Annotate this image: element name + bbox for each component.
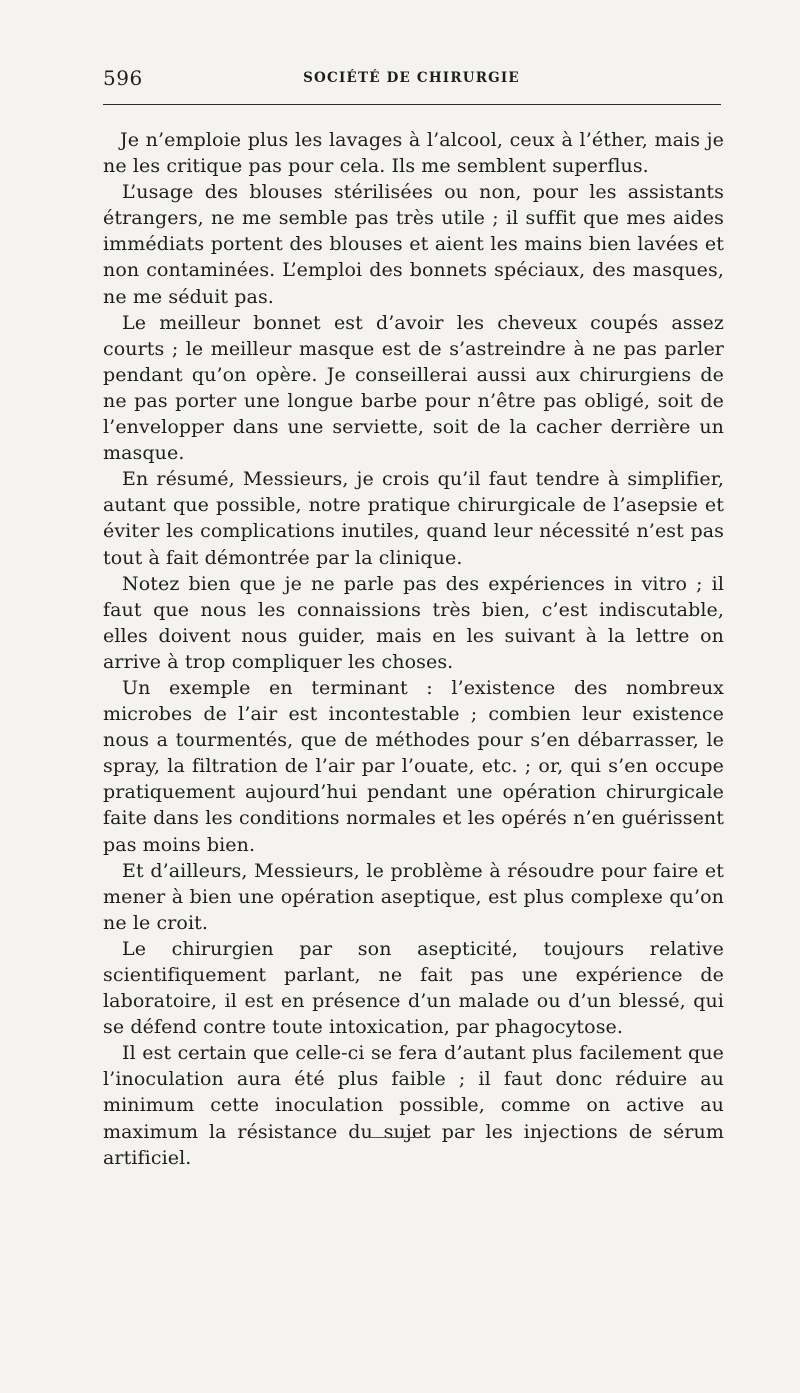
header-rule <box>103 104 721 105</box>
paragraph: Et d’ailleurs, Messieurs, le problème à résoudre pour faire et mener à bien une opération aseptique, est plus complexe qu’on ne le croit. <box>103 859 724 934</box>
running-title: SOCIÉTÉ DE CHIRURGIE <box>303 70 520 86</box>
paragraph: Notez bien que je ne parle pas des expériences in vitro ; il faut que nous les connaissions très bien, c’est indiscutable, elles doivent nous guider, mais en les suivant à la lettre on arrive à trop compliquer les choses. <box>103 572 724 673</box>
paragraph: Le meilleur bonnet est d’avoir les cheveux coupés assez courts ; le meilleur masque est de s’astreindre à ne pas parler pendant qu’on opère. Je conseillerai aussi aux chirurgiens de ne pas porter une longue barbe pour n’être pas obligé, soit de l’envelopper dans une serviette, soit de la cacher derrière un masque. <box>103 311 724 465</box>
paragraph: Le chirurgien par son asepticité, toujours relative scientifiquement parlant, ne fait pas une expérience de laboratoire, il est en présence d’un malade ou d’un blessé, qui se défend contre toute intoxication, par phagocytose. <box>103 937 724 1039</box>
paragraph: Un exemple en terminant : l’existence des nombreux microbes de l’air est incontestable ; combien leur existence nous a tourmentés, que de méthodes pour s’en débarrasser, le spray, la filtration de l’air par l’ouate, etc. ; or, qui s’en occupe pratiquement aujourd’hui pendant une opération chirurgicale faite dans les conditions normales et les opérés n’en guérissent pas moins bien. <box>103 676 724 856</box>
paragraph: En résumé, Messieurs, je crois qu’il faut tendre à simplifier, autant que possible, notre pratique chirurgicale de l’asepsie et éviter les complications inutiles, quand leur nécessité n’est pas tout à fait démontrée par la clinique. <box>103 468 724 569</box>
end-rule <box>370 1137 426 1138</box>
body-text <box>103 127 724 1171</box>
paragraph: Il est certain que celle-ci se fera d’autant plus facilement que l’inoculation aura été plus faible ; il faut donc réduire au minimum cette inoculation possible, comme on active au maximum la résistance du sujet par les injections de sérum artificiel. <box>103 1042 724 1169</box>
paragraph: L’usage des blouses stérilisées ou non, pour les assistants étrangers, ne me semble pas très utile ; il suffit que mes aides immédiats portent des blouses et aient les mains bien lavées et non contaminées. L’emploi des bonnets spéciaux, des masques, ne me séduit pas. <box>103 181 724 308</box>
paragraph: Je n’emploie plus les lavages à l’alcool, ceux à l’éther, mais je ne les critique pas pour cela. Ils me semblent superflus. <box>103 129 724 178</box>
page-number: 596 <box>103 66 143 90</box>
page-header <box>103 66 720 94</box>
